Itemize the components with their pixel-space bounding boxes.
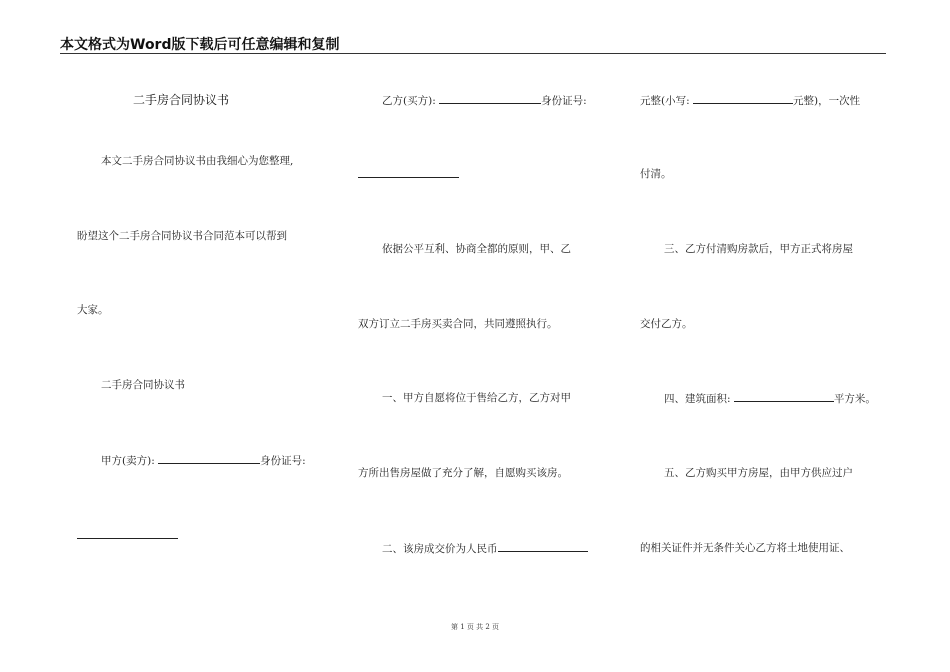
clause-2-line xyxy=(382,541,588,556)
intro-line-2: 盼望这个二手房合同协议书合同范本可以帮到 xyxy=(77,230,287,242)
party-a-line xyxy=(101,453,306,468)
area-blank xyxy=(734,391,834,402)
agreement-subtitle: 二手房合同协议书 xyxy=(101,379,185,391)
clause-1-line-2: 方所出售房屋做了充分了解，自愿购买该房。 xyxy=(358,467,568,479)
party-a-label: 甲方(卖方): xyxy=(101,455,155,467)
price-blank xyxy=(498,541,588,552)
party-b-id-blank xyxy=(358,167,459,178)
area-unit: 平方米。 xyxy=(833,393,876,405)
party-b-line xyxy=(382,93,587,108)
clause-1-line-1: 一、甲方自愿将位于售给乙方，乙方对甲 xyxy=(382,392,571,404)
clause-5-line-1: 五、乙方购买甲方房屋，由甲方供应过户 xyxy=(664,467,853,479)
party-a-id-label: 身份证号: xyxy=(260,455,306,467)
party-b-label: 乙方(买方): xyxy=(382,95,436,107)
clause-3-line-1: 三、乙方付清购房款后，甲方正式将房屋 xyxy=(664,243,853,255)
price-small-line xyxy=(640,93,860,108)
principle-line-1: 依据公平互利、协商全都的原则，甲、乙 xyxy=(382,243,571,255)
party-b-id-line xyxy=(358,167,459,182)
area-label: 四、建筑面积: xyxy=(664,393,731,405)
clause-4-line xyxy=(664,391,876,406)
party-a-id-line xyxy=(77,528,178,543)
party-a-id-blank xyxy=(77,528,178,539)
document-title: 二手房合同协议书 xyxy=(133,93,230,107)
price-small-label: 元整(小写: xyxy=(640,95,690,107)
intro-line-3: 大家。 xyxy=(77,304,109,316)
payment-line: 付清。 xyxy=(640,168,672,180)
clause-2-label: 二、该房成交价为人民币 xyxy=(382,543,498,555)
document-header: 本文格式为Word版下载后可任意编辑和复制 xyxy=(60,37,340,53)
party-a-name-blank xyxy=(158,453,260,464)
price-small-blank xyxy=(693,93,793,104)
party-b-id-label: 身份证号: xyxy=(541,95,587,107)
principle-line-2: 双方订立二手房买卖合同，共同遵照执行。 xyxy=(358,318,558,330)
clause-3-line-2: 交付乙方。 xyxy=(640,318,693,330)
price-small-suffix: 元整)，一次性 xyxy=(792,95,861,107)
page-number: 第 1 页 共 2 页 xyxy=(450,623,500,631)
header-divider xyxy=(60,53,886,54)
clause-5-line-2: 的相关证件并无条件关心乙方将土地使用证、 xyxy=(640,542,850,554)
party-b-name-blank xyxy=(439,93,541,104)
intro-line-1: 本文二手房合同协议书由我细心为您整理, xyxy=(101,155,294,167)
